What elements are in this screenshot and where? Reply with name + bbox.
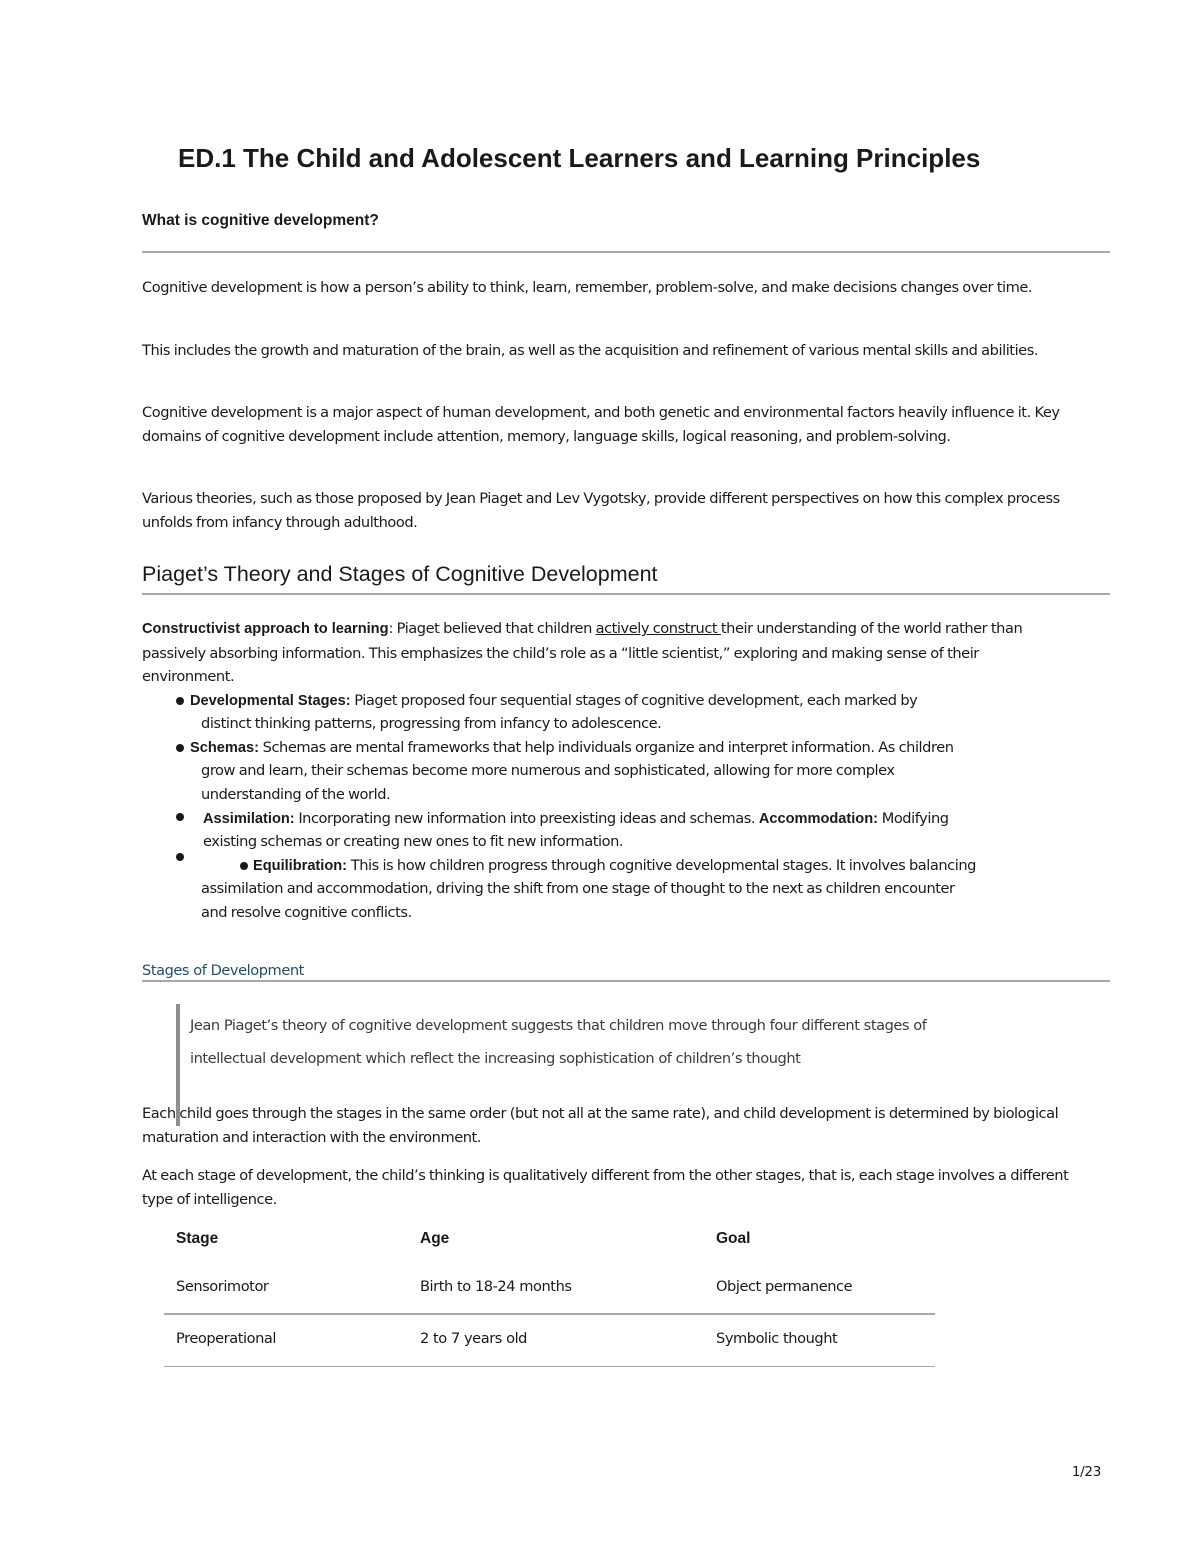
constructivist-text: their understanding of the world rather than passively absorbing information. This emphasizes the child’s role as a “little scientist,” exploring and making sense of their environment.	[142, 620, 1023, 685]
intro-paragraph: Cognitive development is how a person’s ability to think, learn, remember, problem-solve, and make decisions changes over time.	[142, 279, 1033, 296]
table-cell: 2 to 7 years old	[420, 1330, 527, 1347]
bullet-icon	[176, 813, 184, 821]
constructivist-colon: :	[388, 620, 393, 637]
table-row-divider	[164, 1366, 935, 1367]
quote-line: Jean Piaget’s theory of cognitive development suggests that children move through four different stages of	[190, 1017, 927, 1034]
bullet-label: Schemas:	[190, 740, 259, 756]
question-heading: What is cognitive development?	[142, 212, 379, 229]
bullet-continuation: understanding of the world.	[201, 786, 391, 803]
page-number: 1/23	[1071, 1464, 1101, 1480]
intro-paragraph: Various theories, such as those proposed by Jean Piaget and Lev Vygotsky, provide different perspectives on how this complex process unfolds from infancy through adulthood.	[142, 490, 1060, 531]
bullet-icon	[176, 697, 184, 705]
bullet-icon	[240, 862, 248, 870]
bullet-continuation: existing schemas or creating new ones to fit new information.	[203, 833, 624, 850]
intro-paragraph: Cognitive development is a major aspect of human development, and both genetic and environmental factors heavily influence it. Key domains of cognitive development include attention, memory, language skills, logical reasoning, and problem-solving.	[142, 404, 1060, 445]
bullet-continuation: and resolve cognitive conflicts.	[201, 904, 412, 921]
underlined-phrase: actively construct	[595, 620, 721, 637]
body-paragraph: Each child goes through the stages in the same order (but not all at the same rate), and child development is determined by biological maturation and interaction with the environment.	[142, 1105, 1059, 1146]
section-heading: Piaget’s Theory and Stages of Cognitive Development	[142, 562, 658, 586]
bullet-continuation: assimilation and accommodation, driving the shift from one stage of thought to the next as children encounter	[201, 880, 955, 897]
table-cell: Birth to 18-24 months	[420, 1278, 572, 1295]
table-header-cell: Stage	[176, 1230, 219, 1247]
constructivist-label: Constructivist approach to learning	[142, 621, 389, 637]
table-cell: Preoperational	[176, 1330, 276, 1347]
accommodation-label: Accommodation:	[758, 811, 878, 827]
bullet-text: Piaget proposed four sequential stages of cognitive development, each marked by	[350, 692, 918, 709]
table-header-cell: Age	[420, 1230, 450, 1247]
document-title: ED.1 The Child and Adolescent Learners and Learning Principles	[178, 143, 981, 173]
bullet-text: Modifying	[878, 810, 949, 827]
table-cell: Object permanence	[716, 1278, 853, 1295]
constructivist-paragraph	[142, 617, 1072, 689]
bullet-icon	[176, 853, 184, 861]
table-row-divider	[164, 1313, 935, 1315]
divider	[142, 980, 1110, 982]
body-paragraph: At each stage of development, the child’s thinking is qualitatively different from the other stages, that is, each stage involves a different type of intelligence.	[142, 1167, 1069, 1208]
bullet-label: Equilibration:	[253, 858, 348, 874]
bullet-assimilation	[203, 807, 949, 832]
bullet-schemas	[190, 736, 954, 761]
bullet-label: Developmental Stages:	[190, 693, 351, 709]
divider	[142, 251, 1110, 253]
bullet-continuation: grow and learn, their schemas become more numerous and sophisticated, allowing for more complex	[201, 762, 895, 779]
table-header-cell: Goal	[716, 1230, 751, 1247]
bullet-text: Schemas are mental frameworks that help individuals organize and interpret information. As children	[258, 739, 954, 756]
bullet-equilibration	[253, 854, 976, 879]
table-cell: Sensorimotor	[176, 1278, 269, 1295]
bullet-continuation: distinct thinking patterns, progressing from infancy to adolescence.	[201, 715, 662, 732]
bullet-text: This is how children progress through cognitive developmental stages. It involves balancing	[347, 857, 976, 874]
table-cell: Symbolic thought	[716, 1330, 838, 1347]
constructivist-text: Piaget believed that children	[392, 620, 596, 637]
intro-paragraph: This includes the growth and maturation of the brain, as well as the acquisition and refinement of various mental skills and abilities.	[142, 342, 1039, 359]
quote-line: intellectual development which reflect the increasing sophistication of children’s thought	[190, 1050, 801, 1067]
stages-of-development-link[interactable]: Stages of Development	[142, 962, 304, 979]
bullet-text: Incorporating new information into preexisting ideas and schemas.	[294, 810, 759, 827]
bullet-developmental-stages	[190, 689, 917, 714]
bullet-icon	[176, 744, 184, 752]
bullet-label: Assimilation:	[203, 811, 295, 827]
divider	[142, 593, 1110, 595]
